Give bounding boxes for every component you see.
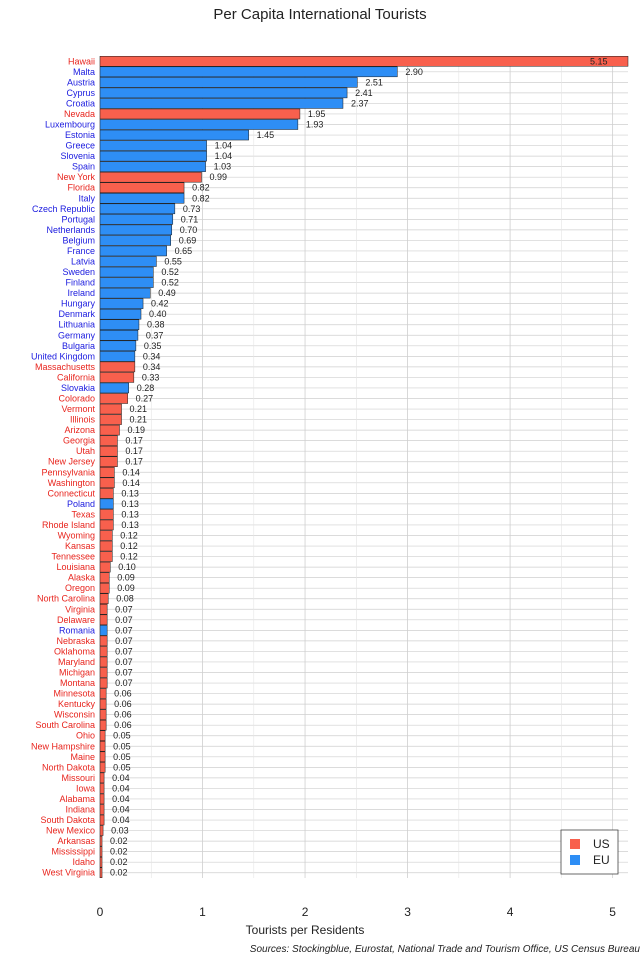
- bar-romania: [100, 625, 107, 635]
- category-label: Colorado: [58, 393, 95, 404]
- value-label: 0.07: [115, 614, 133, 625]
- value-label: 0.07: [115, 646, 133, 657]
- value-label: 1.93: [305, 119, 324, 130]
- x-axis-ticks: [97, 905, 617, 919]
- value-label: 0.14: [122, 467, 140, 478]
- bar-montana: [100, 678, 107, 688]
- category-label: Louisiana: [56, 562, 95, 573]
- value-label: 0.05: [113, 762, 131, 773]
- value-label: 0.73: [182, 203, 201, 214]
- value-label: 0.52: [161, 277, 179, 288]
- bar-hawaii: [100, 56, 628, 66]
- value-label: 1.03: [213, 161, 232, 172]
- bar-washington: [100, 478, 114, 488]
- category-label: Utah: [75, 446, 95, 457]
- category-label: Nevada: [63, 108, 95, 119]
- bar-maine: [100, 752, 105, 762]
- legend: [561, 830, 618, 874]
- category-label: Bulgaria: [61, 340, 95, 351]
- value-label: 0.02: [110, 867, 128, 878]
- value-label: 0.07: [115, 678, 133, 689]
- bar-belgium: [100, 235, 171, 245]
- value-label: 0.07: [115, 635, 133, 646]
- bar-austria: [100, 77, 357, 87]
- category-label: Ohio: [75, 730, 95, 741]
- bar-estonia: [100, 130, 249, 140]
- legend-swatch-eu: [570, 855, 580, 865]
- category-label: New Hampshire: [30, 741, 95, 752]
- x-tick-label: 0: [96, 905, 104, 919]
- category-label: Tennessee: [51, 551, 95, 562]
- value-label: 0.17: [125, 446, 143, 457]
- bar-utah: [100, 446, 117, 456]
- x-tick-label: 1: [199, 905, 206, 919]
- category-label: Connecticut: [47, 488, 95, 499]
- category-label: Rhode Island: [41, 519, 95, 530]
- value-label: 0.05: [113, 751, 131, 762]
- category-label: Greece: [65, 140, 95, 151]
- bar-cyprus: [100, 88, 347, 98]
- value-label: 0.04: [112, 804, 130, 815]
- bar-pennsylvania: [100, 467, 114, 477]
- value-label: 0.82: [192, 182, 210, 193]
- bar-italy: [100, 193, 184, 203]
- value-label: 0.06: [114, 688, 132, 699]
- category-label: Poland: [66, 498, 95, 509]
- value-label: 0.12: [120, 530, 138, 541]
- value-label: 0.38: [146, 319, 165, 330]
- value-label: 2.37: [350, 98, 369, 109]
- value-label: 0.70: [179, 224, 198, 235]
- value-label: 0.21: [129, 414, 148, 425]
- value-label: 0.27: [135, 393, 154, 404]
- category-label: Minnesota: [53, 688, 95, 699]
- category-label: Massachusetts: [34, 361, 95, 372]
- category-label: North Dakota: [41, 762, 95, 773]
- value-label: 0.65: [174, 245, 193, 256]
- value-label: 1.95: [307, 108, 326, 119]
- category-label: Michigan: [58, 667, 95, 678]
- category-label: Malta: [72, 66, 95, 77]
- value-label: 0.55: [164, 256, 182, 267]
- value-label: 2.90: [405, 66, 423, 77]
- category-label: Mississippi: [51, 846, 95, 857]
- bar-iowa: [100, 783, 104, 793]
- value-label: 0.17: [125, 435, 143, 446]
- bar-alabama: [100, 794, 104, 804]
- bar-portugal: [100, 214, 173, 224]
- value-label: 0.09: [117, 572, 135, 583]
- value-label: 0.06: [114, 699, 132, 710]
- category-labels: [31, 56, 96, 877]
- category-label: Hungary: [60, 298, 95, 309]
- bar-illinois: [100, 415, 122, 425]
- bar-connecticut: [100, 488, 113, 498]
- bar-lithuania: [100, 320, 139, 330]
- bar-california: [100, 372, 134, 382]
- value-label: 0.12: [120, 551, 138, 562]
- bar-rhode-island: [100, 520, 113, 530]
- category-label: Czech Republic: [31, 203, 95, 214]
- category-label: Cyprus: [66, 87, 95, 98]
- bar-texas: [100, 509, 113, 519]
- bar-greece: [100, 141, 207, 151]
- bar-north-dakota: [100, 762, 105, 772]
- category-label: Croatia: [65, 98, 95, 109]
- category-label: Austria: [66, 77, 95, 88]
- category-label: Latvia: [70, 256, 95, 267]
- category-label: Iowa: [75, 783, 95, 794]
- bar-united-kingdom: [100, 351, 135, 361]
- category-label: Slovakia: [60, 382, 95, 393]
- bar-arkansas: [100, 836, 102, 846]
- bar-south-carolina: [100, 720, 106, 730]
- bar-maryland: [100, 657, 107, 667]
- category-label: Maine: [70, 751, 95, 762]
- value-label: 0.02: [110, 836, 128, 847]
- bar-wyoming: [100, 530, 112, 540]
- value-label: 0.33: [141, 372, 160, 383]
- x-tick-label: 5: [609, 905, 616, 919]
- bar-spain: [100, 162, 206, 172]
- bar-indiana: [100, 804, 104, 814]
- bar-finland: [100, 278, 153, 288]
- bar-malta: [100, 67, 397, 77]
- value-label: 0.03: [111, 825, 129, 836]
- value-label: 0.34: [142, 351, 161, 362]
- bar-bulgaria: [100, 341, 136, 351]
- x-tick-label: 3: [404, 905, 411, 919]
- bar-croatia: [100, 98, 343, 108]
- bar-massachusetts: [100, 362, 135, 372]
- value-label: 0.21: [129, 404, 148, 415]
- bar-south-dakota: [100, 815, 104, 825]
- category-label: France: [66, 245, 95, 256]
- category-label: Oregon: [64, 583, 95, 594]
- value-label: 0.07: [115, 604, 133, 615]
- category-label: Texas: [71, 509, 95, 520]
- category-label: Montana: [59, 678, 95, 689]
- category-label: Pennsylvania: [41, 467, 95, 478]
- value-label: 0.49: [158, 288, 176, 299]
- category-label: Kentucky: [57, 699, 95, 710]
- value-label: 0.52: [161, 267, 179, 278]
- bar-mississippi: [100, 847, 102, 857]
- value-label: 0.04: [112, 772, 130, 783]
- category-label: Indiana: [65, 804, 95, 815]
- category-label: Ireland: [67, 288, 95, 299]
- value-label: 0.71: [180, 214, 199, 225]
- value-label: 2.51: [365, 77, 383, 88]
- value-label: 0.34: [142, 361, 161, 372]
- bar-sweden: [100, 267, 153, 277]
- bar-nevada: [100, 109, 300, 119]
- bar-georgia: [100, 436, 117, 446]
- category-label: Nebraska: [56, 635, 95, 646]
- value-label: 0.13: [121, 519, 139, 530]
- value-label: 0.10: [118, 562, 136, 573]
- bar-slovakia: [100, 383, 129, 393]
- x-tick-label: 2: [301, 905, 309, 919]
- bar-oklahoma: [100, 646, 107, 656]
- legend-label-us: US: [593, 837, 610, 851]
- value-label: 2.41: [355, 87, 373, 98]
- category-label: Alaska: [67, 572, 95, 583]
- bar-new-york: [100, 172, 201, 182]
- value-label: 0.37: [145, 330, 164, 341]
- value-label: 0.07: [115, 656, 133, 667]
- bar-louisiana: [100, 562, 110, 572]
- value-label: 0.17: [125, 456, 143, 467]
- category-label: Arkansas: [57, 836, 95, 847]
- bar-luxembourg: [100, 119, 298, 129]
- value-label: 5.15: [590, 56, 608, 67]
- chart-title: Per Capita International Tourists: [213, 6, 427, 23]
- bar-slovenia: [100, 151, 207, 161]
- bar-west-virginia: [100, 868, 102, 878]
- bar-hungary: [100, 299, 143, 309]
- category-label: Portugal: [61, 214, 95, 225]
- value-label: 0.13: [121, 488, 139, 499]
- value-label: 0.28: [136, 382, 155, 393]
- category-label: Denmark: [58, 309, 95, 320]
- category-label: Delaware: [56, 614, 95, 625]
- value-label: 0.99: [209, 172, 228, 183]
- category-label: West Virginia: [42, 867, 95, 878]
- category-label: Italy: [78, 193, 95, 204]
- category-label: United Kingdom: [30, 351, 95, 362]
- value-label: 0.04: [112, 793, 130, 804]
- legend-label-eu: EU: [593, 853, 610, 867]
- value-label: 0.04: [112, 783, 130, 794]
- bar-colorado: [100, 393, 128, 403]
- bar-ohio: [100, 731, 105, 741]
- bar-poland: [100, 499, 113, 509]
- category-label: Idaho: [72, 857, 95, 868]
- bar-missouri: [100, 773, 104, 783]
- value-label: 0.82: [192, 193, 210, 204]
- bar-vermont: [100, 404, 122, 414]
- bar-idaho: [100, 857, 102, 867]
- category-label: Maryland: [57, 656, 95, 667]
- category-label: South Carolina: [35, 720, 95, 731]
- category-label: Romania: [58, 625, 95, 636]
- value-label: 0.14: [122, 477, 140, 488]
- category-label: Georgia: [62, 435, 95, 446]
- value-label: 0.35: [143, 340, 162, 351]
- bar-wisconsin: [100, 710, 106, 720]
- value-label: 0.69: [178, 235, 197, 246]
- category-label: Lithuania: [58, 319, 95, 330]
- bar-czech-republic: [100, 204, 175, 214]
- value-label: 0.09: [117, 583, 135, 594]
- chart-source: Sources: Stockingblue, Eurostat, National Trade and Tourism Office, US Census Bureau: [249, 944, 640, 955]
- category-label: Kansas: [64, 541, 95, 552]
- value-label: 1.45: [256, 130, 275, 141]
- value-label: 0.07: [115, 667, 133, 678]
- category-label: Netherlands: [46, 224, 95, 235]
- bar-arizona: [100, 425, 119, 435]
- category-label: Wisconsin: [53, 709, 95, 720]
- value-label: 0.05: [113, 741, 131, 752]
- bar-kansas: [100, 541, 112, 551]
- bar-netherlands: [100, 225, 172, 235]
- bar-tennessee: [100, 552, 112, 562]
- bar-new-mexico: [100, 826, 103, 836]
- value-label: 0.40: [149, 309, 167, 320]
- value-label: 0.02: [110, 857, 128, 868]
- bar-ireland: [100, 288, 150, 298]
- bar-virginia: [100, 604, 107, 614]
- category-label: Germany: [57, 330, 95, 341]
- category-label: Virginia: [65, 604, 95, 615]
- value-label: 0.04: [112, 815, 130, 826]
- value-label: 0.13: [121, 498, 139, 509]
- bar-new-hampshire: [100, 741, 105, 751]
- bar-michigan: [100, 667, 107, 677]
- category-label: Wyoming: [57, 530, 95, 541]
- value-label: 0.05: [113, 730, 131, 741]
- bar-latvia: [100, 256, 156, 266]
- category-label: Slovenia: [60, 151, 95, 162]
- category-label: Alabama: [59, 793, 95, 804]
- value-label: 0.06: [114, 709, 132, 720]
- category-label: New Mexico: [45, 825, 95, 836]
- category-label: Hawaii: [67, 56, 95, 67]
- category-label: New Jersey: [47, 456, 95, 467]
- bar-florida: [100, 183, 184, 193]
- value-label: 0.06: [114, 720, 132, 731]
- value-label: 0.42: [151, 298, 169, 309]
- category-label: Sweden: [62, 267, 95, 278]
- category-label: Illinois: [69, 414, 95, 425]
- value-label: 0.07: [115, 625, 133, 636]
- category-label: Florida: [67, 182, 95, 193]
- category-label: South Dakota: [40, 815, 95, 826]
- bar-minnesota: [100, 689, 106, 699]
- value-label: 0.02: [110, 846, 128, 857]
- bar-north-carolina: [100, 594, 108, 604]
- x-axis-label: Tourists per Residents: [245, 923, 365, 937]
- category-label: Luxembourg: [44, 119, 95, 130]
- category-label: Vermont: [61, 404, 95, 415]
- category-label: Spain: [71, 161, 95, 172]
- value-label: 0.08: [116, 593, 134, 604]
- category-label: Arizona: [64, 425, 95, 436]
- category-label: Missouri: [61, 772, 95, 783]
- category-label: Oklahoma: [53, 646, 95, 657]
- category-label: Estonia: [64, 130, 95, 141]
- category-label: Washington: [47, 477, 95, 488]
- bar-new-jersey: [100, 457, 117, 467]
- value-label: 0.12: [120, 541, 138, 552]
- bar-alaska: [100, 573, 109, 583]
- bar-kentucky: [100, 699, 106, 709]
- value-label: 1.04: [214, 140, 233, 151]
- bar-germany: [100, 330, 138, 340]
- bar-nebraska: [100, 636, 107, 646]
- bar-denmark: [100, 309, 141, 319]
- legend-swatch-us: [570, 839, 580, 849]
- value-label: 0.13: [121, 509, 139, 520]
- bar-france: [100, 246, 167, 256]
- category-label: New York: [56, 172, 95, 183]
- category-label: Belgium: [62, 235, 95, 246]
- value-label: 0.19: [127, 425, 146, 436]
- category-label: North Carolina: [36, 593, 95, 604]
- x-tick-label: 4: [506, 905, 514, 919]
- value-label: 1.04: [214, 151, 233, 162]
- bar-oregon: [100, 583, 109, 593]
- bar-delaware: [100, 615, 107, 625]
- category-label: Finland: [65, 277, 95, 288]
- category-label: California: [56, 372, 95, 383]
